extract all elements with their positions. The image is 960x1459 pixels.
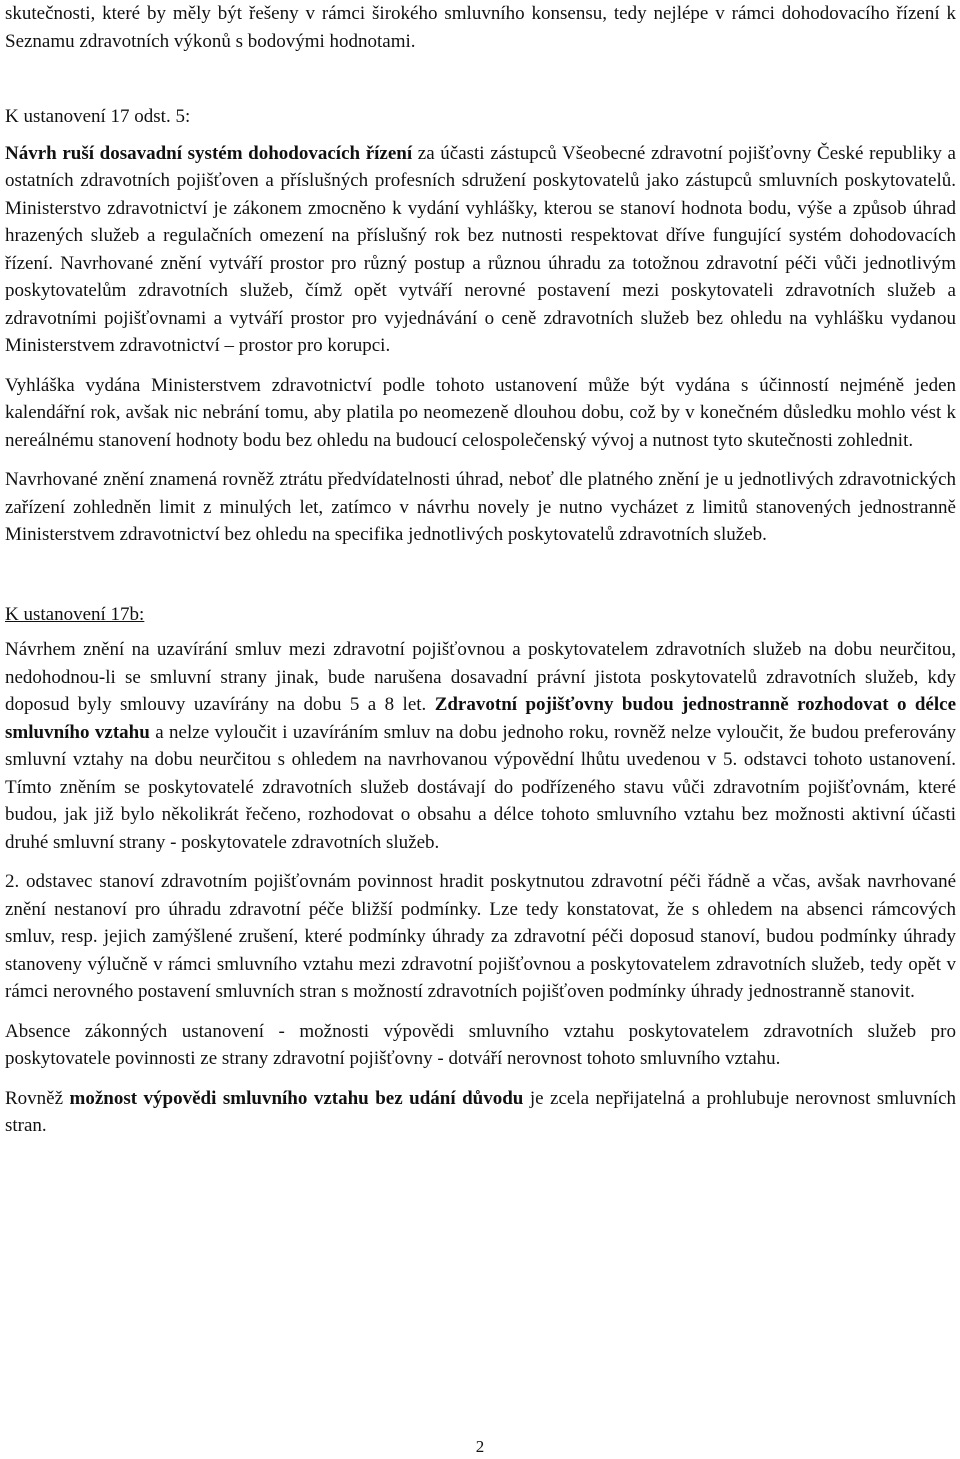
spacer [5,856,956,868]
intro-paragraph: skutečnosti, které by měly být řešeny v rámci širokého smluvního konsensu, tedy nejlépe v rámci dohodovacího řízení k Seznamu zdravotních výkonů s bodovými hodnotami. [5,3,956,52]
paragraph-text: Návrhem znění na uzavírání smluv mezi zdravotní pojišťovnou a poskytovatelem zdravotních služeb na dobu neurčitou, nedohodnou-li se smluvní strany jinak, bude narušena dosavadní právní jistota poskytovatelů zdravotních služeb, kdy doposud byly smlouvy uzavírány na dobu 5 a 8 let. [5,639,956,715]
paragraph-17b-3: Absence zákonných ustanovení - možnosti výpovědi smluvního vztahu poskytovatelem zdravotních služeb pro poskytovatele povinnosti ze strany zdravotní pojišťovny - dotváří nerovnost tohoto smluvního vztahu. [5,1020,956,1069]
spacer [5,628,956,636]
paragraph-17-5-2: Vyhláška vydána Ministerstvem zdravotnictví podle tohoto ustanovení může být vydána s účinností nejméně jeden kalendářní rok, avšak nic nebrání tomu, aby platila po neomezeně dlouhou dobu, což by v konečném důsledku mohlo vést k nereálnému stanovení hodnoty bodu bez ohledu na budoucí celospolečenský vývoj a nutnost tyto skutečnosti zohlednit. [5,374,956,451]
spacer [5,131,956,140]
paragraph-text: za účasti zástupců Všeobecné zdravotní pojišťovny České republiky a ostatních zdravotních pojišťoven a příslušných profesních sdružení poskytovatelů jako zástupců smluvních poskytovatelů. Ministerstvo zdravotnictví je zákonem zmocněno k vydání vyhlášky, kterou se stanoví hodnota bodu, výše a způsob úhrad hrazených služeb a regulačních omezení na příslušný rok bez nutnosti respektovat dříve fungující systém dohodovacích řízení. Navrhované znění vytváří prostor pro různý postup a různou úhradu za totožnou zdravotní péči vůči jednotlivým poskytovatelům zdravotních služeb, čímž opět vytváří nerovné postavení mezi poskytovateli zdravotních služeb a zdravotními pojišťovnami a vytváří prostor pro vyjednávání o ceně zdravotních služeb bez ohledu na vyhlášku vydanou Ministerstvem zdravotnictví – prostor pro korupci. [5,142,956,356]
paragraph-text: Rovněž [5,1087,70,1109]
spacer [5,454,956,466]
paragraph-text: a nelze vyloučit i uzavíráním smluv na dobu jednoho roku, rovněž nelze vyloučit, že budou preferovány smluvní vztahy na dobu neurčitou s ohledem na navrhovanou výpovědní lhůtu uvedenou v 5. odstavci tohoto ustanovení. Tímto zněním se poskytovatelé zdravotních služeb dostávají do podřízeného stavu vůči zdravotním pojišťovnám, které budou, jak již bylo několikrát řečeno, rozhodovat o obsahu a délce tohoto smluvního vztahu bez možnosti aktivní účasti druhé smluvní strany - poskytovatele zdravotních služeb. [5,721,957,853]
paragraph-17-5-3: Navrhované znění znamená rovněž ztrátu předvídatelnosti úhrad, neboť dle platného znění je u jednotlivých zdravotnických zařízení zohledněn limit z minulých let, zatímco v návrhu novely je nutno vycházet z limitů stanovených jednostranně Ministerstvem zdravotnictví bez ohledu na specifika jednotlivých poskytovatelů zdravotních služeb. [5,469,956,545]
spacer [5,1073,956,1085]
bold-phrase: možnost výpovědi smluvního vztahu bez udání důvodu [69,1087,524,1109]
spacer [5,1006,956,1018]
section-heading-17-5: K ustanovení 17 odst. 5: [5,106,191,127]
paragraph-17b-2: 2. odstavec stanoví zdravotním pojišťovnám povinnost hradit poskytnutou zdravotní péči řádně a včas, avšak navrhované znění nestanoví pro úhradu zdravotní péče bližší podmínky. Lze tedy konstatovat, že s ohledem na absenci rámcových smluv, resp. jejich zamýšlené zrušení, které podmínky úhrady za zdravotní péči doposud stanoví, budou podmínky úhrady stanoveny výlučně v rámci smluvního vztahu mezi zdravotní pojišťovnou a poskytovatelem zdravotních služeb, tedy opět v rámci nerovného postavení smluvních stran s možností zdravotních pojišťoven podmínky úhrady jednostranně stanovit. [5,871,956,1002]
paragraph-17b-4 [5,1085,956,1140]
paragraph-17b-1 [5,636,956,856]
paragraph-text: je zcela nepřijatelná a prohlubuje nerovnost smluvních stran. [5,1087,956,1136]
document-page [5,0,956,1140]
section-heading-17b: K ustanovení 17b: [5,603,145,625]
spacer [5,549,956,601]
spacer [5,360,956,372]
bold-phrase: Zdravotní pojišťovny budou jednostranně rozhodovat o délce smluvního vztahu [5,694,957,743]
page-number: 2 [475,1437,485,1456]
bold-phrase: Návrh ruší dosavadní systém dohodovacích řízení [5,142,413,164]
spacer [5,55,956,103]
paragraph-17-5-1 [5,140,956,360]
